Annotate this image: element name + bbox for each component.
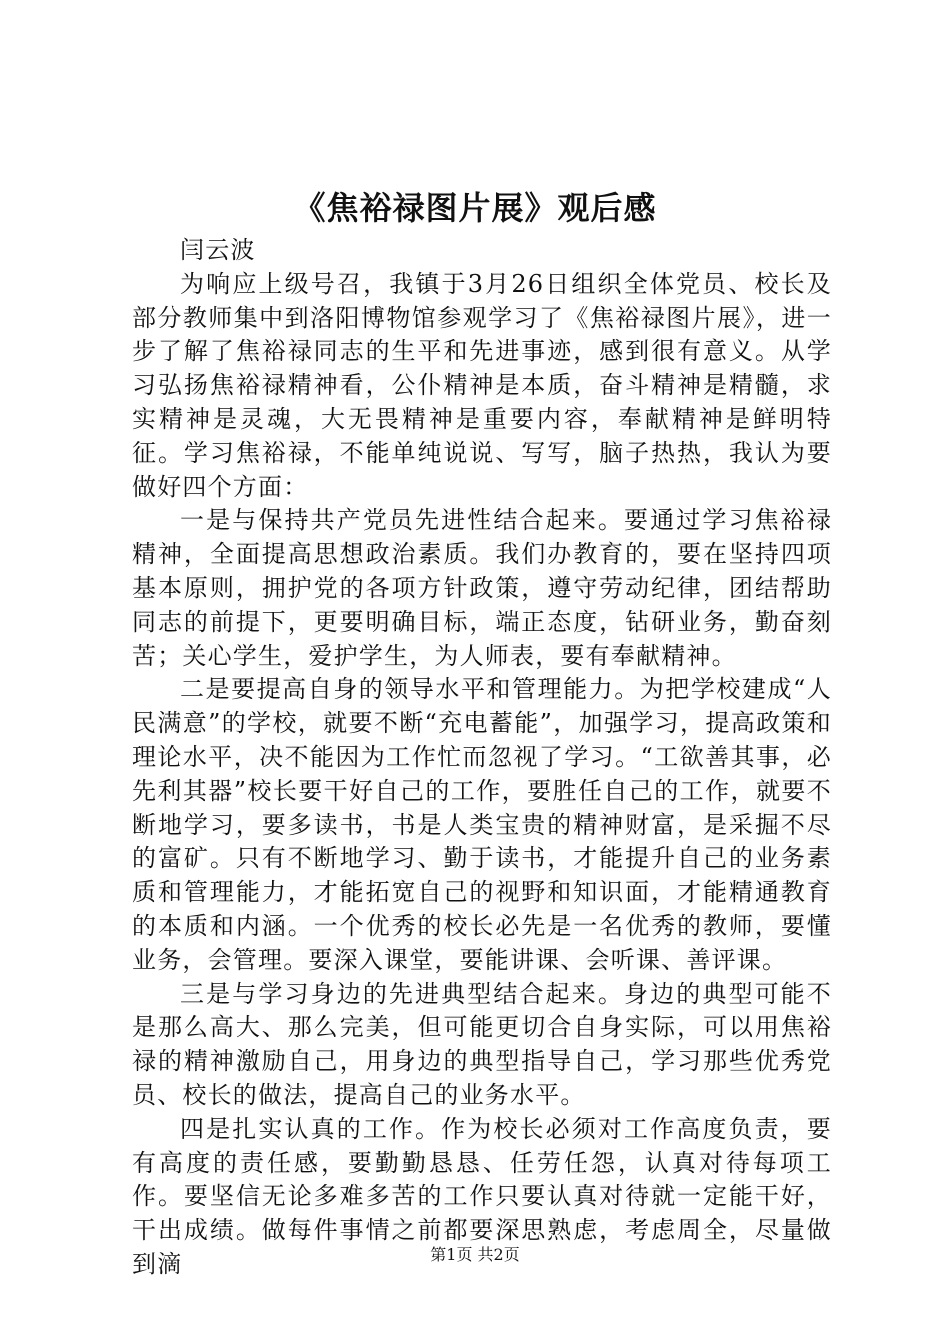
- paragraph-intro: 为响应上级号召，我镇于3月26日组织全体党员、校长及部分教师集中到洛阳博物馆参观学习了《焦裕禄图片展》，进一步了解了焦裕禄同志的生平和先进事迹，感到很有意义。从学习弘扬焦裕禄精神看，公仆精神是本质，奋斗精神是精髓，求实精神是灵魂，大无畏精神是重要内容，奉献精神是鲜明特征。学习焦裕禄，不能单纯说说、写写，脑子热热，我认为要做好四个方面：: [132, 269, 832, 501]
- paragraph-point-three: 三是与学习身边的先进典型结合起来。身边的典型可能不是那么高大、那么完美，但可能更切合自身实际，可以用焦裕禄的精神激励自己，用身边的典型指导自己，学习那些优秀党员、校长的做法，提高自己的业务水平。: [132, 979, 832, 1109]
- author-name: 闫云波: [180, 236, 256, 264]
- document-title: 《焦裕禄图片展》观后感: [293, 189, 657, 227]
- document-body: [132, 234, 832, 1282]
- page-footer: 第1页 共2页: [430, 1245, 520, 1264]
- paragraph-point-four: 四是扎实认真的工作。作为校长必须对工作高度负责，要有高度的责任感，要勤勤恳恳、任劳任怨，认真对待每项工作。要坚信无论多难多苦的工作只要认真对待就一定能干好，干出成绩。做每件事情之前都要深思熟虑，考虑周全，尽量做到滴: [132, 1114, 832, 1278]
- paragraph-point-one: 一是与保持共产党员先进性结合起来。要通过学习焦裕禄精神，全面提高思想政治素质。我们办教育的，要在坚持四项基本原则，拥护党的各项方针政策，遵守劳动纪律，团结帮助同志的前提下，更要明确目标，端正态度，钻研业务，勤奋刻苦；关心学生，爱护学生，为人师表，要有奉献精神。: [132, 506, 832, 670]
- paragraph-point-two: 二是要提高自身的领导水平和管理能力。为把学校建成“人民满意”的学校，就要不断“充电蓄能”，加强学习，提高政策和理论水平，决不能因为工作忙而忽视了学习。“工欲善其事，必先利其器”校长要干好自己的工作，要胜任自己的工作，就要不断地学习，要多读书，书是人类宝贵的精神财富，是采掘不尽的富矿。只有不断地学习、勤于读书，才能提升自己的业务素质和管理能力，才能拓宽自己的视野和知识面，才能精通教育的本质和内涵。一个优秀的校长必先是一名优秀的教师，要懂业务，会管理。要深入课堂，要能讲课、会听课、善评课。: [132, 675, 832, 974]
